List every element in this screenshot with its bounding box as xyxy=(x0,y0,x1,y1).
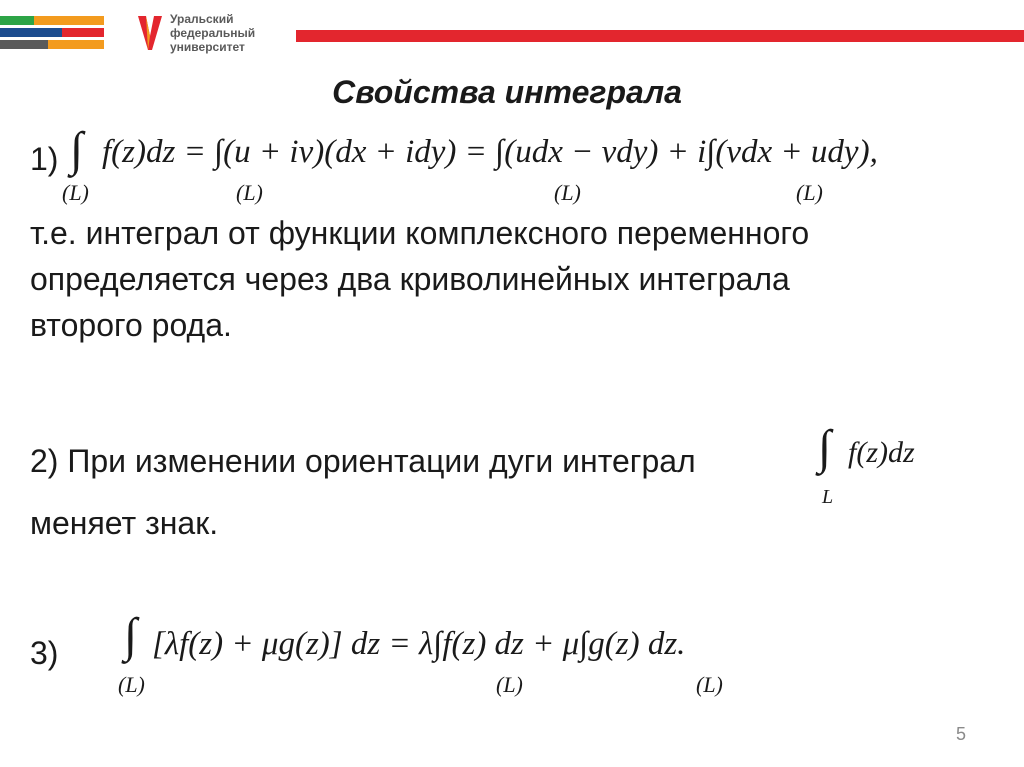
item-2-text: 2) При изменении ориентации дуги интеграл xyxy=(30,443,696,479)
item-3-number: 3) xyxy=(30,635,59,671)
formula-2 xyxy=(810,420,960,510)
integral-limit: (L) xyxy=(236,180,263,205)
integral-limit: (L) xyxy=(554,180,581,205)
text-line: определяется через два криволинейных интеграла xyxy=(30,261,790,297)
stripe-orange xyxy=(34,16,104,25)
text-line: т.е. интеграл от функции комплексного переменного xyxy=(30,215,810,251)
integral-limit: (L) xyxy=(496,672,523,697)
integral-sign: ∫ xyxy=(70,123,84,176)
integral-limit: (L) xyxy=(696,672,723,697)
text-line: второго рода. xyxy=(30,307,232,343)
logo-text-line2: федеральный xyxy=(170,26,256,40)
slide-title: Свойства интеграла xyxy=(332,74,682,110)
stripe-red-short xyxy=(62,28,104,37)
stripe-orange-2 xyxy=(48,40,104,49)
integral-sign: ∫ xyxy=(124,609,138,662)
stripe-red-long xyxy=(296,30,1024,42)
formula-2-expression: f(z)dz xyxy=(848,436,915,469)
stripe-gray xyxy=(0,40,48,49)
page-number: 5 xyxy=(955,724,966,744)
formula-1 xyxy=(30,122,1010,214)
integral-limit: (L) xyxy=(118,672,145,697)
integral-limit: (L) xyxy=(62,180,89,205)
stripe-blue xyxy=(0,28,62,37)
formula-3-expression: [λf(z) + μg(z)] dz = λ∫f(z) dz + μ∫g(z) dz. xyxy=(152,626,686,662)
item-1-number: 1) xyxy=(30,141,59,177)
stripe-green xyxy=(0,16,34,25)
integral-limit: L xyxy=(822,486,834,508)
item-1-explanation xyxy=(30,210,990,348)
logo-text-line3: университет xyxy=(170,40,245,54)
logo-text-line1: Уральский xyxy=(170,12,234,26)
item-2-text-continued: меняет знак. xyxy=(30,505,219,541)
formula-1-expression: f(z)dz = ∫(u + iv)(dx + idy) = ∫(udx − vdy) + i∫(vdx + udy), xyxy=(102,134,878,170)
ural-logo-icon xyxy=(136,14,164,54)
integral-sign: ∫ xyxy=(818,421,832,474)
integral-limit: (L) xyxy=(796,180,823,205)
university-logo xyxy=(136,12,296,58)
formula-3 xyxy=(112,608,872,708)
